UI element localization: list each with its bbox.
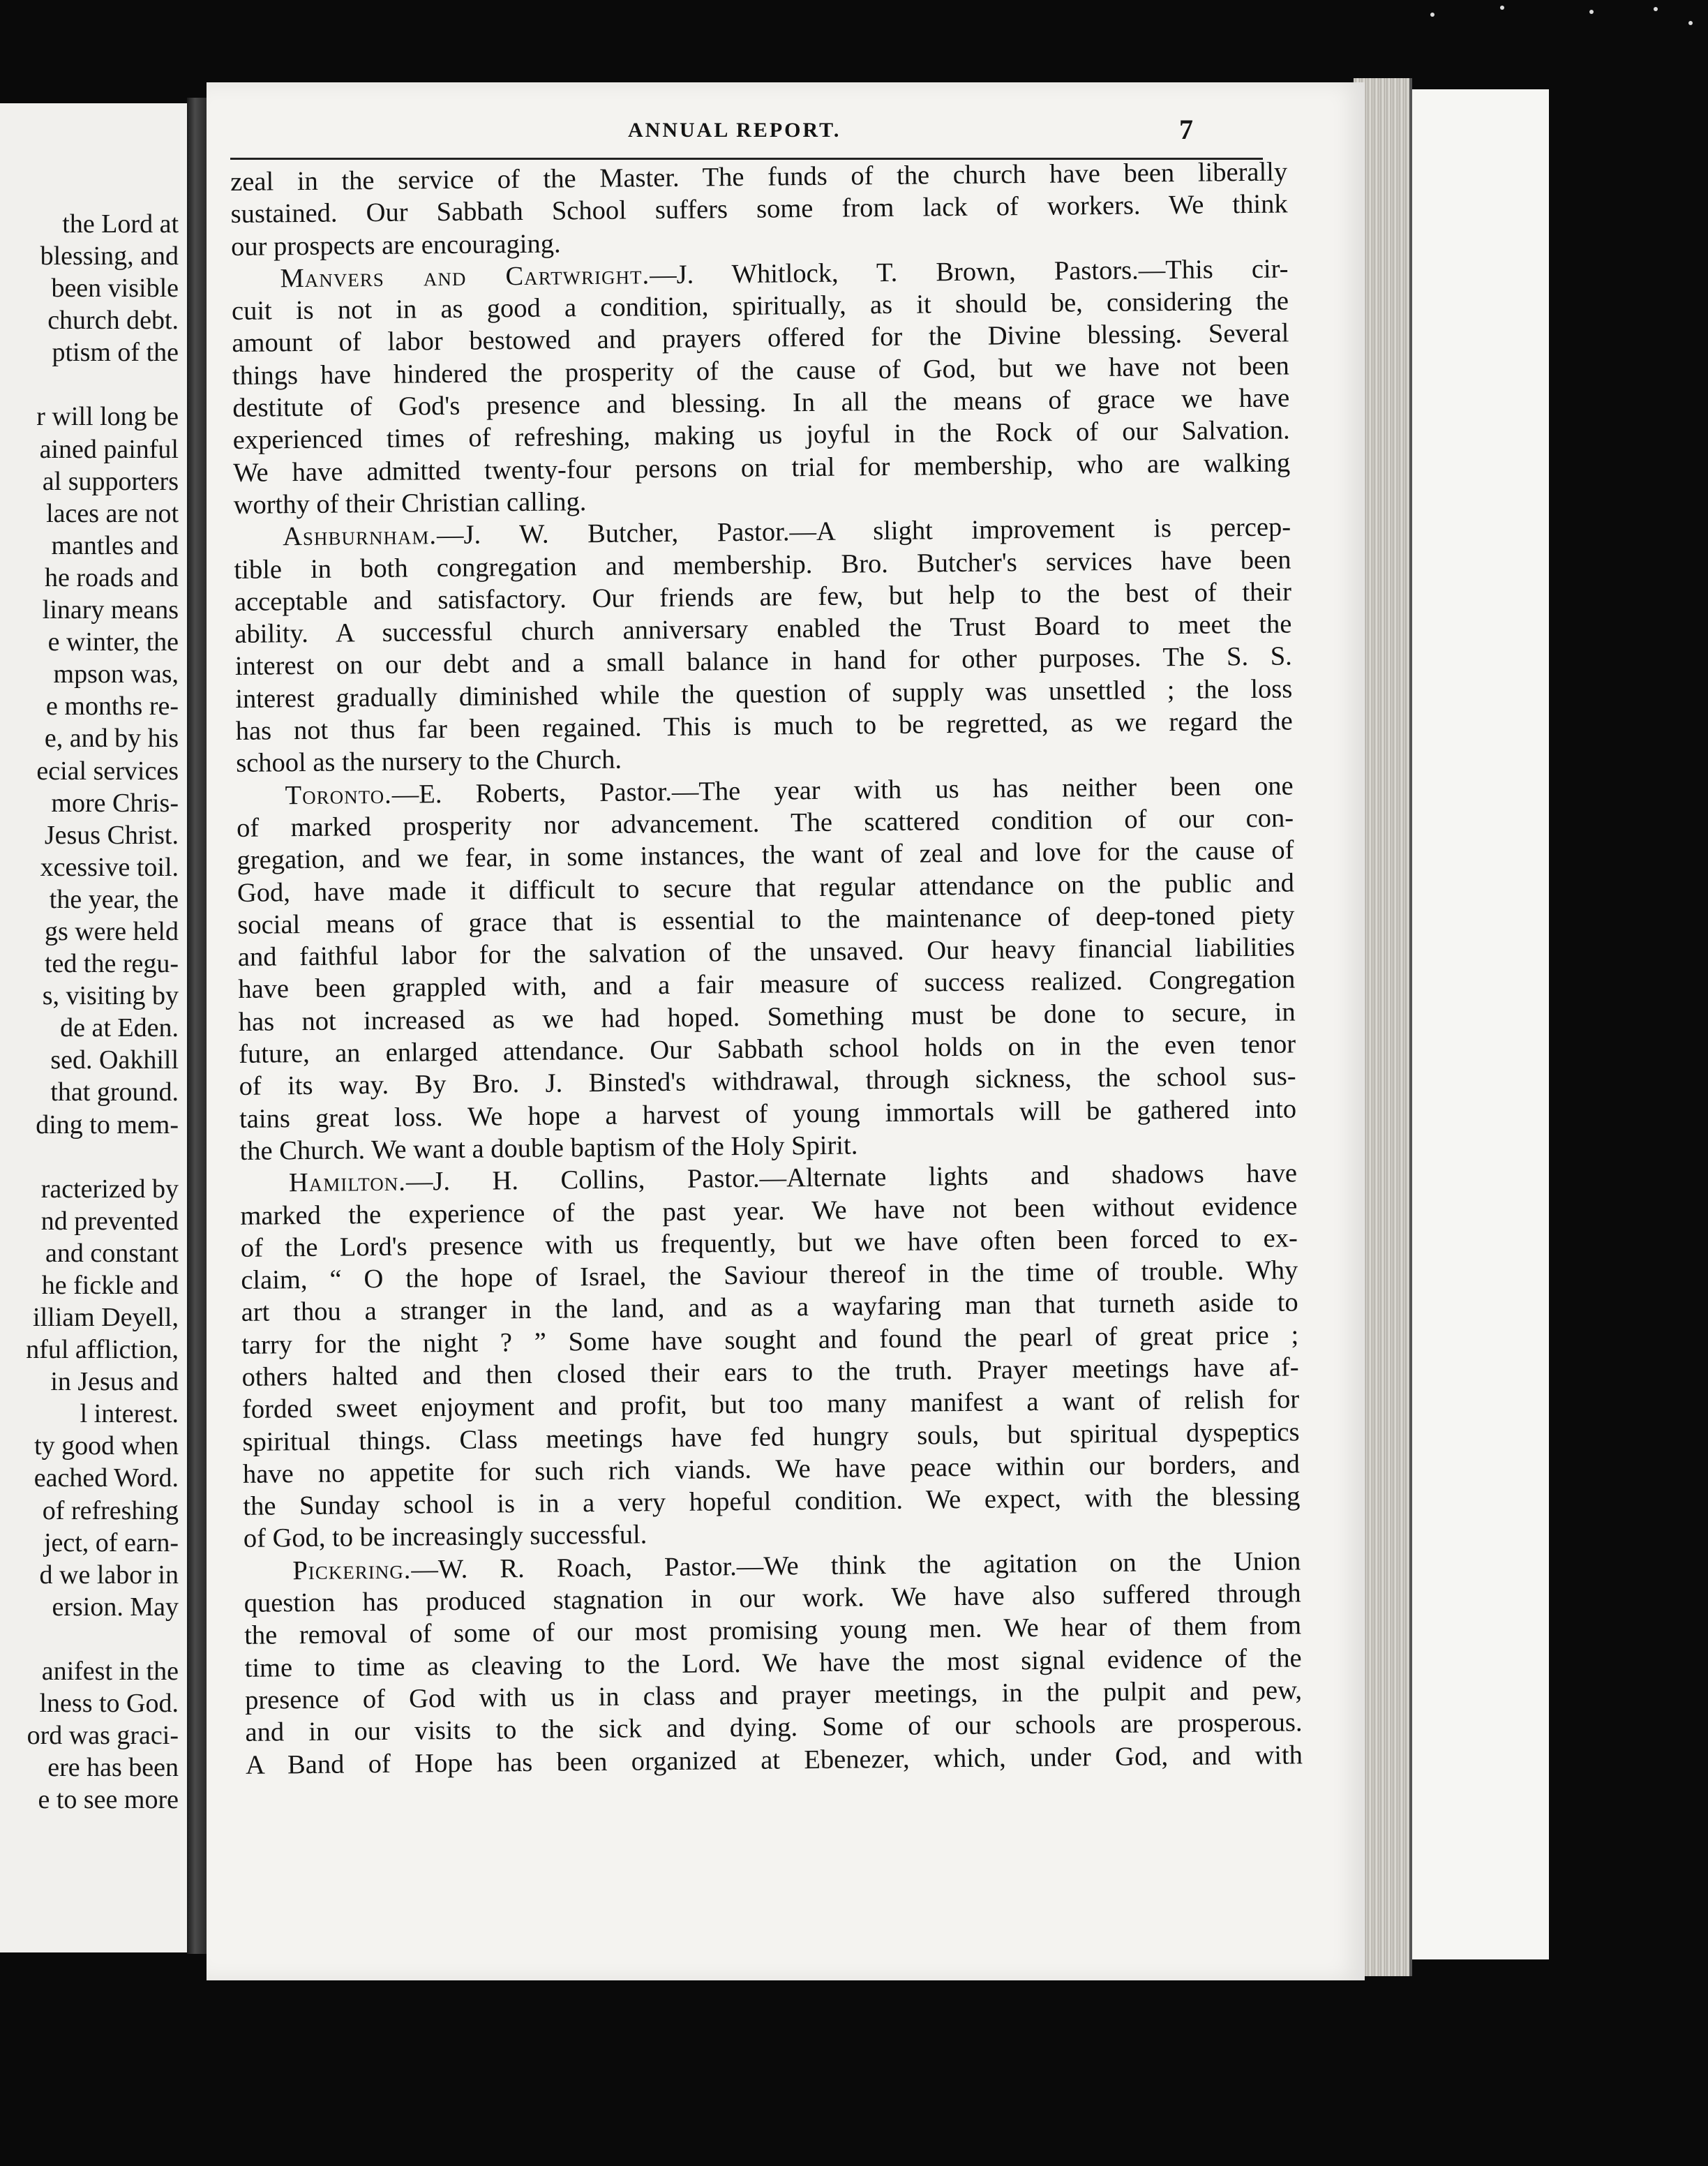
line-text: acceptable and satisfactory. Our friends are few, but help to the best of their: [234, 577, 1292, 617]
line-text: of its way. By Bro. J. Binsted's withdrawal, through sickness, the school sus-: [239, 1061, 1296, 1102]
circuit-name: Toronto.: [285, 779, 393, 810]
left-page-line: nful affliction,: [26, 1335, 179, 1365]
line-text: time to time as cleaving to the Lord. We have the most signal evidence of the: [244, 1643, 1302, 1683]
left-page-line: laces are not: [46, 498, 179, 528]
left-page-line: racterized by: [40, 1174, 179, 1204]
left-page-line: e, and by his: [44, 724, 179, 754]
line-text: zeal in the service of the Master. The funds of the church have been liberally: [230, 157, 1288, 197]
left-page-line: in Jesus and: [50, 1367, 179, 1397]
circuit-name: Ashburnham.: [282, 521, 437, 552]
left-page-line: gs were held: [44, 916, 179, 946]
left-page-line: that ground.: [50, 1077, 179, 1107]
left-page-line: ord was graci-: [27, 1721, 179, 1751]
scan-specks: [1423, 0, 1708, 84]
left-page-line: xcessive toil.: [40, 852, 179, 882]
left-page-line: of refreshing: [42, 1495, 179, 1525]
page-number: 7: [1179, 114, 1193, 145]
line-text: tarry for the night ? ” Some have sought and found the pearl of great price ;: [241, 1320, 1299, 1360]
left-page-line: ecial services: [36, 756, 179, 786]
left-page-line: he fickle and: [41, 1270, 179, 1300]
line-text: A Band of Hope has been organized at Ebenezer, which, under God, and with: [245, 1740, 1303, 1780]
left-page-line: eached Word.: [33, 1463, 179, 1493]
line-text: amount of labor bestowed and prayers offered for the Divine blessing. Several: [232, 318, 1289, 359]
line-text: of God, to be increasingly successful.: [243, 1520, 647, 1554]
left-page-line: anifest in the: [41, 1656, 179, 1686]
left-page-line: ptism of the: [52, 338, 179, 368]
left-page-line: de at Eden.: [60, 1013, 179, 1043]
left-page-line: ty good when: [34, 1431, 179, 1461]
left-page-line: l interest.: [80, 1399, 179, 1429]
left-page-line: lness to God.: [39, 1689, 179, 1719]
line-text: —E. Roberts, Pastor.—The year with us has neither been one: [391, 771, 1294, 809]
line-text: art thou a stranger in the land, and as a wayfaring man that turneth aside to: [241, 1287, 1298, 1328]
line-text: God, have made it difficult to secure that regular attendance on the public and: [237, 867, 1295, 908]
left-page-line: ted the regu-: [44, 949, 179, 979]
left-page-line: nd prevented: [40, 1206, 179, 1236]
line-text: of marked prosperity nor advancement. The scattered condition of our con-: [236, 803, 1294, 843]
left-page-line: mpson was,: [53, 659, 179, 689]
left-page-line: been visible: [51, 274, 179, 304]
line-text: marked the experience of the past year. We have not been without evidence: [240, 1190, 1298, 1231]
line-text: We have admitted twenty-four persons on trial for membership, who are walking: [233, 448, 1291, 488]
left-page-line: ding to mem-: [36, 1110, 179, 1140]
line-text: future, an enlarged attendance. Our Sabbath school holds on in the even tenor: [239, 1029, 1296, 1069]
running-title: ANNUAL REPORT.: [628, 119, 841, 142]
left-page-line: ject, of earn-: [43, 1528, 179, 1558]
line-text: spiritual things. Class meetings have fed hungry souls, but spiritual dyspeptics: [242, 1417, 1300, 1457]
line-text: —J. H. Collins, Pastor.—Alternate lights and shadows have: [405, 1158, 1298, 1197]
left-page-line: sed. Oakhill: [50, 1045, 179, 1075]
line-text: worthy of their Christian calling.: [233, 487, 587, 520]
left-page-line: more Chris-: [51, 788, 179, 818]
left-page-line: mantles and: [51, 530, 179, 560]
circuit-name: Hamilton.: [288, 1167, 407, 1198]
left-page-line: blessing, and: [40, 241, 179, 271]
line-text: and faithful labor for the salvation of the unsaved. Our heavy financial liabilities: [237, 932, 1296, 973]
line-text: the Church. We want a double baptism of the Holy Spirit.: [239, 1130, 858, 1166]
line-text: and in our visits to the sick and dying. Some of our schools are prosperous.: [245, 1708, 1303, 1748]
line-text: cuit is not in as good a condition, spiritually, as it should be, considering the: [231, 286, 1289, 327]
line-text: —W. R. Roach, Pastor.—We think the agitation on the Union: [411, 1546, 1301, 1585]
left-page-gap: [0, 368, 179, 401]
left-page-line: the Lord at: [62, 209, 179, 239]
line-text: destitute of God's presence and blessing. In all the means of grace we have: [232, 383, 1290, 424]
line-text: gregation, and we fear, in some instances, the want of zeal and love for the cause of: [237, 835, 1294, 876]
left-page-line: he roads and: [44, 562, 179, 592]
circuit-name: Pickering.: [292, 1555, 412, 1585]
line-text: sustained. Our Sabbath School suffers some from lack of workers. We think: [230, 189, 1288, 230]
left-page-gap: [0, 1141, 179, 1173]
circuit-name: Manvers and Cartwright.: [280, 260, 650, 294]
back-paper: [1409, 89, 1549, 1959]
left-page-line: ersion. May: [52, 1592, 179, 1622]
line-text: ability. A successful church anniversary enabled the Trust Board to meet the: [234, 609, 1292, 650]
line-text: experienced times of refreshing, making us joyful in the Rock of our Salvation.: [232, 415, 1290, 456]
line-text: school as the nursery to the Church.: [236, 745, 622, 779]
line-text: tible in both congregation and membership. Bro. Butcher's services have been: [234, 544, 1291, 585]
line-text: things have hindered the prosperity of the cause of God, but we have not been: [232, 351, 1290, 391]
left-page-line: d we labor in: [39, 1560, 179, 1590]
left-page-line: s, visiting by: [42, 981, 179, 1011]
left-page-line: ained painful: [39, 434, 179, 464]
left-page-line: e to see more: [38, 1785, 179, 1815]
line-text: have no appetite for such rich viands. We have peace within our borders, and: [242, 1449, 1301, 1489]
line-text: the removal of some of our most promising young men. We hear of them from: [244, 1611, 1302, 1651]
line-text: forded sweet enjoyment and profit, but too many manifest a want of relish for: [241, 1384, 1300, 1425]
left-page-line: e winter, the: [47, 627, 179, 657]
left-page-text: [0, 208, 179, 1816]
line-text: social means of grace that is essential to the maintenance of deep-toned piety: [237, 900, 1295, 940]
line-text: claim, “ O the hope of Israel, the Saviour thereof in the time of trouble. Why: [241, 1255, 1298, 1296]
left-page-line: Jesus Christ.: [44, 820, 179, 850]
left-page-gap: [0, 1623, 179, 1655]
left-page-line: al supporters: [42, 466, 179, 496]
line-text: others halted and then closed their ears to the truth. Prayer meetings have af-: [241, 1352, 1299, 1392]
left-page-line: r will long be: [36, 402, 179, 432]
line-text: the Sunday school is in a very hopeful condition. We expect, with the blessing: [243, 1481, 1301, 1522]
body-text: [230, 156, 1303, 1781]
book-gutter: [187, 98, 207, 1954]
left-page-line: the year, the: [49, 884, 179, 914]
line-text: —J. Whitlock, T. Brown, Pastors.—This cir-: [649, 254, 1289, 290]
running-head: [230, 114, 1263, 155]
left-facing-page: [0, 103, 189, 1952]
left-page-line: church debt.: [47, 306, 179, 336]
line-text: presence of God with us in class and prayer meetings, in the pulpit and pew,: [244, 1675, 1303, 1715]
line-text: have been grappled with, and a fair measure of success realized. Congregation: [238, 964, 1296, 1005]
left-page-line: and constant: [45, 1238, 179, 1268]
line-text: interest on our debt and a small balance in hand for other purposes. The S. S.: [234, 641, 1293, 682]
line-text: our prospects are encouraging.: [230, 229, 561, 262]
line-text: of the Lord's presence with us frequently, but we have often been forced to ex-: [240, 1223, 1298, 1263]
line-text: has not increased as we had hoped. Something must be done to secure, in: [238, 997, 1296, 1037]
left-page-line: illiam Deyell,: [33, 1303, 179, 1332]
line-text: tains great loss. We hope a harvest of young immortals will be gathered into: [239, 1094, 1297, 1134]
left-page-line: e months re-: [46, 692, 179, 722]
line-text: interest gradually diminished while the question of supply was unsettled ; the loss: [235, 674, 1293, 714]
left-page-line: ere has been: [47, 1753, 179, 1783]
line-text: has not thus far been regained. This is much to be regretted, as we regard the: [235, 706, 1293, 747]
left-page-line: linary means: [42, 595, 179, 625]
line-text: question has produced stagnation in our work. We have also suffered through: [244, 1578, 1301, 1618]
line-text: —J. W. Butcher, Pastor.—A slight improvement is percep-: [436, 512, 1291, 551]
